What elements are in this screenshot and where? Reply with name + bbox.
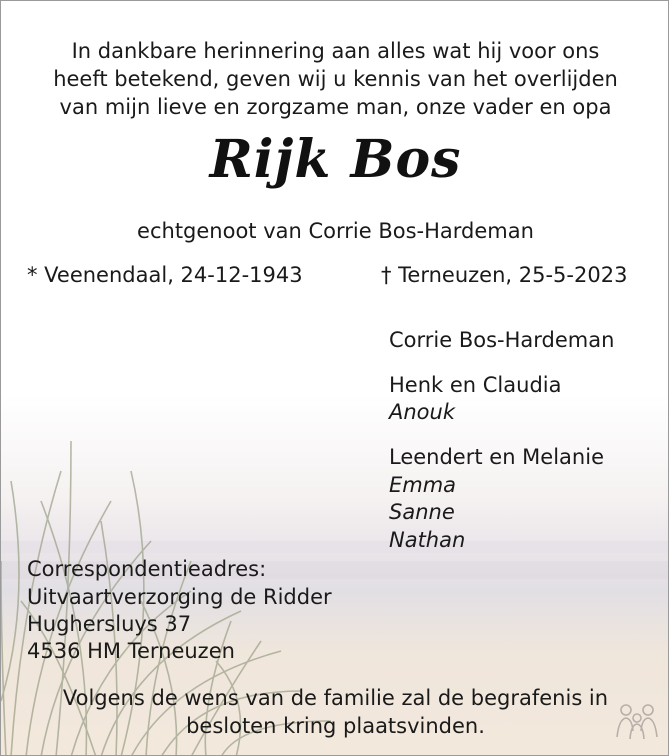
birth-info: * Veenendaal, 24-12-1943 <box>27 263 303 287</box>
deceased-name: Rijk Bos <box>209 129 462 190</box>
address-line: Uitvaartverzorging de Ridder <box>27 585 332 609</box>
address-line: Hughersluys 37 <box>27 612 192 636</box>
intro-line-2: heeft betekend, geven wij u kennis van het overlijden <box>53 67 618 91</box>
family-member: Corrie Bos-Hardeman <box>389 328 615 352</box>
closing-line-2: besloten kring plaatsvinden. <box>186 714 485 738</box>
intro-line-1: In dankbare herinnering aan alles wat hij voor ons <box>71 39 600 63</box>
family-people-icon <box>613 701 661 741</box>
family-member: Leendert en Melanie <box>389 445 604 469</box>
grandchild-name: Sanne <box>389 500 455 524</box>
grandchild-name: Nathan <box>389 528 466 552</box>
intro-line-3: van mijn lieve en zorgzame man, onze vader en opa <box>59 95 612 119</box>
spouse-line: echtgenoot van Corrie Bos-Hardeman <box>137 219 534 243</box>
address-label: Correspondentieadres: <box>27 557 267 581</box>
family-member: Henk en Claudia <box>389 373 562 397</box>
grandchild-name: Anouk <box>389 400 455 424</box>
closing-line-1: Volgens de wens van de familie zal de begrafenis in <box>62 686 609 710</box>
grandchild-name: Emma <box>389 473 457 497</box>
address-line: 4536 HM Terneuzen <box>27 639 235 663</box>
death-info: † Terneuzen, 25-5-2023 <box>381 263 628 287</box>
